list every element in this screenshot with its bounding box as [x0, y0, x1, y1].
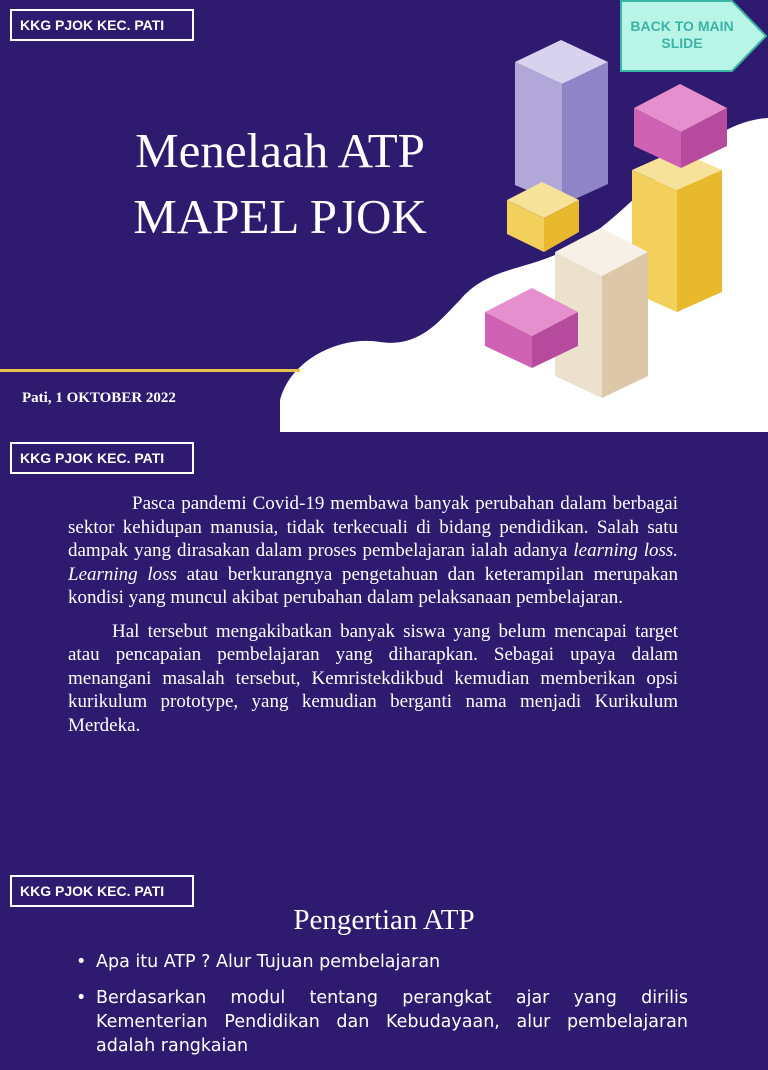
cream-block-right [602, 252, 648, 398]
lavender-block-left [515, 62, 562, 205]
slide-title [100, 118, 460, 250]
paragraph-1-italic: learning loss. Learning loss [68, 540, 679, 585]
lavender-block-right [562, 62, 608, 205]
back-label-line-1: BACK TO MAIN [630, 18, 734, 34]
paragraph-1-text-b: atau berkurangnya pengetahuan dan keterampilan merupakan kondisi yang muncul akibat perubahan dalam pelaksanaan pembelajaran. [68, 563, 678, 608]
intro-body [68, 492, 678, 747]
definition-slide [0, 870, 768, 1056]
title-line-2: MAPEL PJOK [133, 189, 427, 244]
yellow-tall-right [677, 170, 722, 312]
header-tag: KKG PJOK KEC. PATI [10, 442, 194, 474]
bullet-list [76, 950, 688, 1070]
paragraph-1 [68, 492, 678, 610]
section-heading: Pengertian ATP [293, 904, 475, 936]
divider-line [0, 369, 300, 372]
back-to-main-label[interactable] [623, 18, 741, 52]
header-tag: KKG PJOK KEC. PATI [10, 875, 194, 907]
title-line-1: Menelaah ATP [135, 123, 425, 178]
paragraph-2: Hal tersebut mengakibatkan banyak siswa yang belum mencapai target atau pencapaian pembelajaran yang diharapkan. Sebagai upaya dalam menangani masalah tersebut, Kemristekdikbud kemudian memberikan opsi kurikulum prototype, yang kemudian berganti nama menjadi Kurikulum Merdeka. [68, 620, 678, 736]
list-item: • Apa itu ATP ? Alur Tujuan pembelajaran [76, 950, 688, 974]
date-label: Pati, 1 OKTOBER 2022 [22, 390, 176, 406]
back-label-line-2: SLIDE [661, 35, 703, 51]
paragraph-1-text-a: Pasca pandemi Covid-19 membawa banyak perubahan dalam berbagai sektor kehidupan manusia, tidak terkecuali di bidang pendidikan. Salah satu dampak yang dirasakan dalam proses pembelajaran ialah adanya [68, 493, 678, 561]
title-slide [0, 0, 768, 432]
list-item: • Berdasarkan modul tentang perangkat ajar yang dirilis Kementerian Pendidikan dan Kebudayaan, alur pembelajaran adalah rangkaian [76, 986, 688, 1058]
intro-slide [0, 436, 768, 866]
header-tag: KKG PJOK KEC. PATI [10, 9, 194, 41]
